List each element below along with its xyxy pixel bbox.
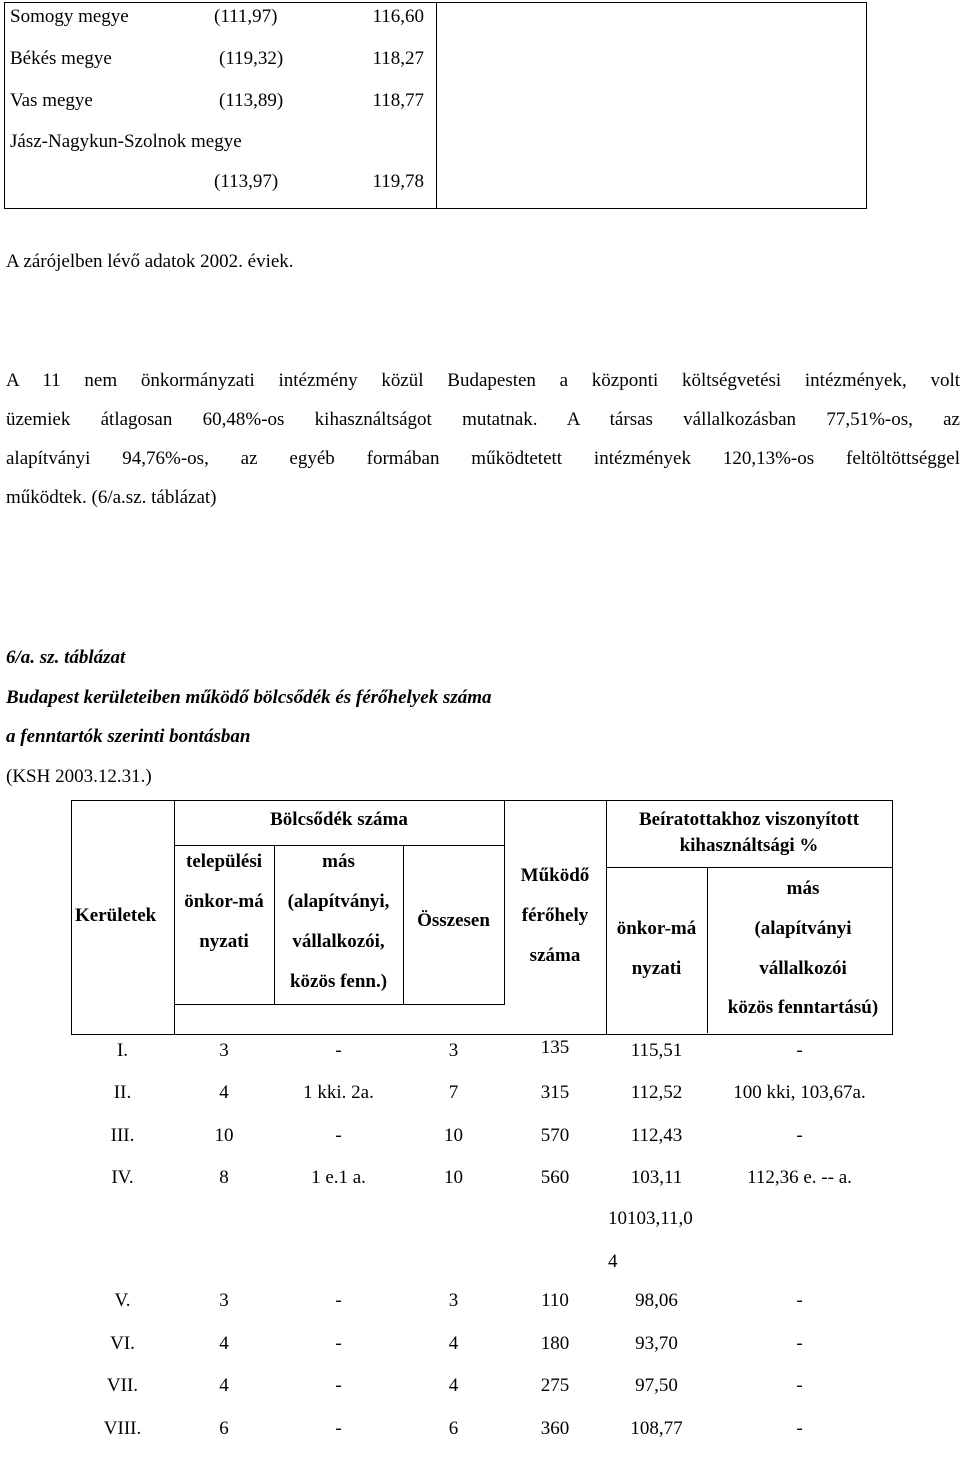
header-mas: más [322, 851, 355, 872]
region-prev-value: (111,97) [214, 6, 278, 27]
cell-kerulet: I. [116, 1040, 129, 1061]
header-bolcsodek-szama: Bölcsődék száma [270, 809, 408, 830]
cell-telepulesi: 4 [219, 1375, 229, 1396]
region-name: Vas megye [10, 90, 93, 111]
header-mukodo-ferohely: Működő [520, 865, 590, 886]
cell-mas: - [335, 1333, 342, 1354]
region-value: 118,27 [372, 48, 424, 69]
cell-mas: - [335, 1040, 342, 1061]
cell-telepulesi: 8 [219, 1167, 229, 1188]
cell-kerulet: VII. [106, 1375, 139, 1396]
cell-mas: 1 e.1 a. [311, 1167, 366, 1188]
cell-osszesen: 4 [448, 1375, 459, 1396]
cell-mas-pct: - [796, 1333, 803, 1354]
header-mas: vállalkozói, [292, 931, 385, 952]
cell-ferohely: 360 [540, 1418, 570, 1439]
header-mukodo-ferohely: férőhely [521, 905, 589, 926]
cell-ferohely: 570 [540, 1125, 570, 1146]
table-source: (KSH 2003.12.31.) [6, 766, 152, 787]
cell-onkormanyzati-pct: 97,50 [635, 1375, 678, 1396]
cell-osszesen: 7 [448, 1082, 459, 1103]
cell-osszesen: 3 [448, 1040, 459, 1061]
region-value: 118,77 [372, 90, 424, 111]
cell-telepulesi: 10 [214, 1125, 234, 1146]
cell-mas: - [335, 1418, 342, 1439]
header-mukodo-ferohely: száma [529, 945, 581, 966]
cell-mas-pct: - [796, 1418, 803, 1439]
cell-ferohely: 135 [540, 1037, 570, 1058]
header-mas: (alapítványi, [287, 891, 390, 912]
paragraph-line: működtek. (6/a.sz. táblázat) [6, 487, 217, 508]
cell-kerulet: VIII. [103, 1418, 142, 1439]
table-number: 6/a. sz. táblázat [6, 647, 126, 668]
cell-telepulesi: 6 [219, 1418, 229, 1439]
paragraph-line: A 11 nem önkormányzati intézmény közül Budapesten a központi költségvetési intézmények, volt [6, 370, 960, 391]
cell-ferohely: 560 [540, 1167, 570, 1188]
cell-osszesen: 3 [448, 1290, 459, 1311]
header-beiratottakhoz: Beíratottakhoz viszonyított [638, 809, 860, 830]
header-mas-fenntarto: más [786, 878, 820, 899]
cell-mas: - [335, 1290, 342, 1311]
cell-mas-pct: - [796, 1125, 803, 1146]
cell-ferohely: 110 [541, 1290, 569, 1311]
cell-mas-pct: 112,36 e. -- a. [747, 1167, 852, 1188]
cell-mas-pct: 100 kki, 103,67a. [733, 1082, 866, 1103]
cell-kerulet: VI. [110, 1333, 135, 1354]
header-mas: közös fenn.) [289, 971, 388, 992]
header-onkormanyzati: önkor-má [616, 918, 697, 939]
cell-osszesen: 6 [448, 1418, 459, 1439]
header-telepulesi: nyzati [199, 931, 249, 952]
cell-osszesen: 10 [444, 1167, 463, 1188]
cell-mas-pct: - [796, 1290, 803, 1311]
body-paragraph [6, 361, 960, 517]
cell-mas-pct: - [796, 1375, 803, 1396]
cell-onkormanyzati-pct: 108,77 [630, 1418, 683, 1439]
table-subtitle: a fenntartók szerinti bontásban [6, 726, 251, 747]
cell-onkormanyzati-pct: 112,52 [630, 1082, 683, 1103]
header-beiratottakhoz: kihasználtsági % [679, 835, 819, 856]
header-onkormanyzati: nyzati [631, 958, 682, 979]
header-telepulesi: önkor-má [184, 891, 264, 912]
cell-kerulet: IV. [111, 1167, 134, 1188]
region-value: 119,78 [372, 171, 424, 192]
cell-mas: - [335, 1375, 342, 1396]
cell-mas: 1 kki. 2a. [303, 1082, 374, 1103]
cell-ferohely: 275 [540, 1375, 570, 1396]
header-keruletek: Kerületek [75, 905, 157, 926]
cell-telepulesi: 4 [219, 1333, 229, 1354]
region-name: Békés megye [10, 48, 112, 69]
region-value: 116,60 [372, 6, 424, 27]
cell-osszesen: 4 [448, 1333, 459, 1354]
paragraph-line: üzemiek átlagosan 60,48%-os kihasználtságot mutatnak. A társas vállalkozásban 77,51%-os, az [6, 409, 960, 430]
header-mas-fenntarto: közös fenntartású) [727, 997, 879, 1018]
cell-mas-pct: - [796, 1040, 803, 1061]
cell-ferohely: 180 [540, 1333, 570, 1354]
table-title: Budapest kerületeiben működő bölcsődék és férőhelyek száma [6, 687, 492, 708]
cell-onkormanyzati-pct: 112,43 [630, 1125, 683, 1146]
cell-onkormanyzati-pct: 98,06 [635, 1290, 678, 1311]
cell-telepulesi: 3 [219, 1040, 229, 1061]
cell-kerulet: V. [114, 1290, 131, 1311]
cell-kerulet: II. [113, 1082, 132, 1103]
region-name: Somogy megye [10, 6, 129, 27]
region-prev-value: (119,32) [219, 48, 284, 69]
cell-onkormanyzati-pct: 103,11 [630, 1167, 683, 1188]
header-telepulesi: települési [186, 851, 262, 872]
cell-kerulet: III. [110, 1125, 135, 1146]
cell-telepulesi: 4 [219, 1082, 229, 1103]
cell-osszesen: 10 [444, 1125, 463, 1146]
region-prev-value: (113,89) [219, 90, 284, 111]
header-osszesen: Összesen [417, 910, 490, 931]
header-mas-fenntarto: vállalkozói [759, 958, 847, 979]
region-name: Jász-Nagykun-Szolnok megye [10, 131, 242, 152]
cell-onkormanyzati-pct: 115,51 [630, 1040, 683, 1061]
header-mas-fenntarto: (alapítványi [754, 918, 852, 939]
cell-extra: 10103,11,0 [608, 1208, 693, 1229]
cell-mas: - [335, 1125, 342, 1146]
paragraph-line: alapítványi 94,76%-os, az egyéb formában működtetett intézmények 120,13%-os feltöltöttséggel [6, 448, 960, 469]
cell-extra: 4 [608, 1251, 618, 1272]
cell-telepulesi: 3 [219, 1290, 229, 1311]
footnote: A zárójelben lévő adatok 2002. éviek. [6, 251, 294, 272]
region-prev-value: (113,97) [214, 171, 279, 192]
cell-ferohely: 315 [540, 1082, 570, 1103]
cell-onkormanyzati-pct: 93,70 [635, 1333, 678, 1354]
